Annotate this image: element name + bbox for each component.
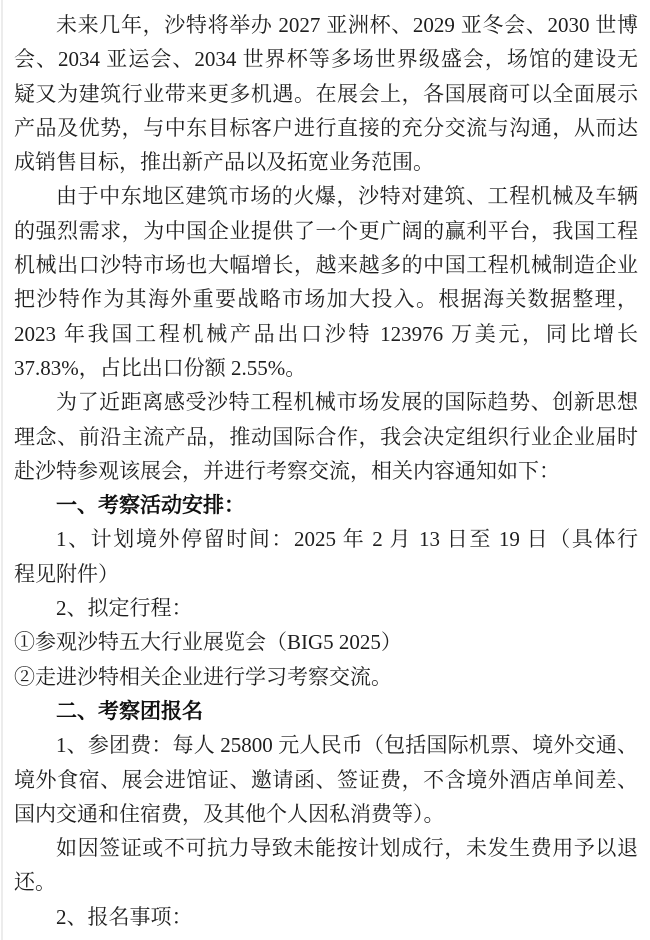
- doc-line: 2023 年我国工程机械产品出口沙特 123976 万美元，同比增长: [14, 321, 638, 346]
- paragraph-events-outlook: [14, 8, 638, 179]
- section-1: [14, 488, 638, 694]
- doc-line: 由于中东地区建筑市场的火爆，沙特对建筑、工程机械及车辆: [56, 184, 638, 209]
- scan-page-edge: [1, 0, 3, 940]
- section-heading: 二、考察团报名: [56, 698, 203, 723]
- doc-line: 把沙特作为其海外重要战略市场加大投入。根据海关数据整理，: [14, 287, 638, 312]
- doc-line: 37.83%，占比出口份额 2.55%。: [14, 355, 307, 380]
- doc-line: 如因签证或不可抗力导致未能按计划成行，未发生费用予以退: [56, 836, 638, 861]
- doc-line: 成销售目标，推出新产品以及拓宽业务范围。: [14, 150, 434, 175]
- doc-line: ①参观沙特五大行业展览会（BIG5 2025）: [14, 630, 402, 655]
- doc-line: 未来几年，沙特将举办 2027 亚洲杯、2029 亚冬会、2030 世博: [56, 13, 638, 37]
- doc-line: 的强烈需求，为中国企业提供了一个更广阔的赢利平台，我国工程: [14, 218, 638, 243]
- doc-line: 会、2034 亚运会、2034 世界杯等多场世界级盛会，场馆的建设无: [14, 47, 638, 72]
- doc-line: 境外食宿、展会进馆证、邀请函、签证费，不含境外酒店单间差、: [14, 767, 638, 792]
- doc-line: 程见附件）: [14, 561, 119, 586]
- doc-line: 2、报名事项：: [56, 904, 193, 929]
- doc-line: 1、参团费：每人 25800 元人民币（包括国际机票、境外交通、: [56, 733, 638, 758]
- doc-line: 1、计划境外停留时间：2025 年 2 月 13 日至 19 日（具体行: [56, 527, 638, 552]
- doc-line: 机械出口沙特市场也大幅增长，越来越多的中国工程机械制造企业: [14, 253, 638, 278]
- doc-line: 赴沙特参观该展会，并进行考察交流，相关内容通知如下：: [14, 458, 560, 483]
- doc-line: 为了近距离感受沙特工程机械市场发展的国际趋势、创新思想: [56, 390, 638, 415]
- doc-line: ②走进沙特相关企业进行学习考察交流。: [14, 664, 392, 689]
- doc-line: 疑又为建筑行业带来更多机遇。在展会上，各国展商可以全面展示: [14, 81, 638, 106]
- section-heading: 一、考察活动安排：: [56, 493, 245, 518]
- doc-line: 2、拟定行程：: [56, 596, 193, 621]
- paragraph-market-demand: [14, 179, 638, 385]
- paragraph-trip-purpose: [14, 385, 638, 488]
- doc-line: 国内交通和住宿费，及其他个人因私消费等）。: [14, 801, 445, 826]
- doc-line: 产品及优势，与中东目标客户进行直接的充分交流与沟通，从而达: [14, 115, 638, 140]
- doc-line: 理念、前沿主流产品，推动国际合作，我会决定组织行业企业届时: [14, 424, 638, 449]
- doc-line: 还。: [14, 870, 56, 895]
- section-2: [14, 694, 638, 934]
